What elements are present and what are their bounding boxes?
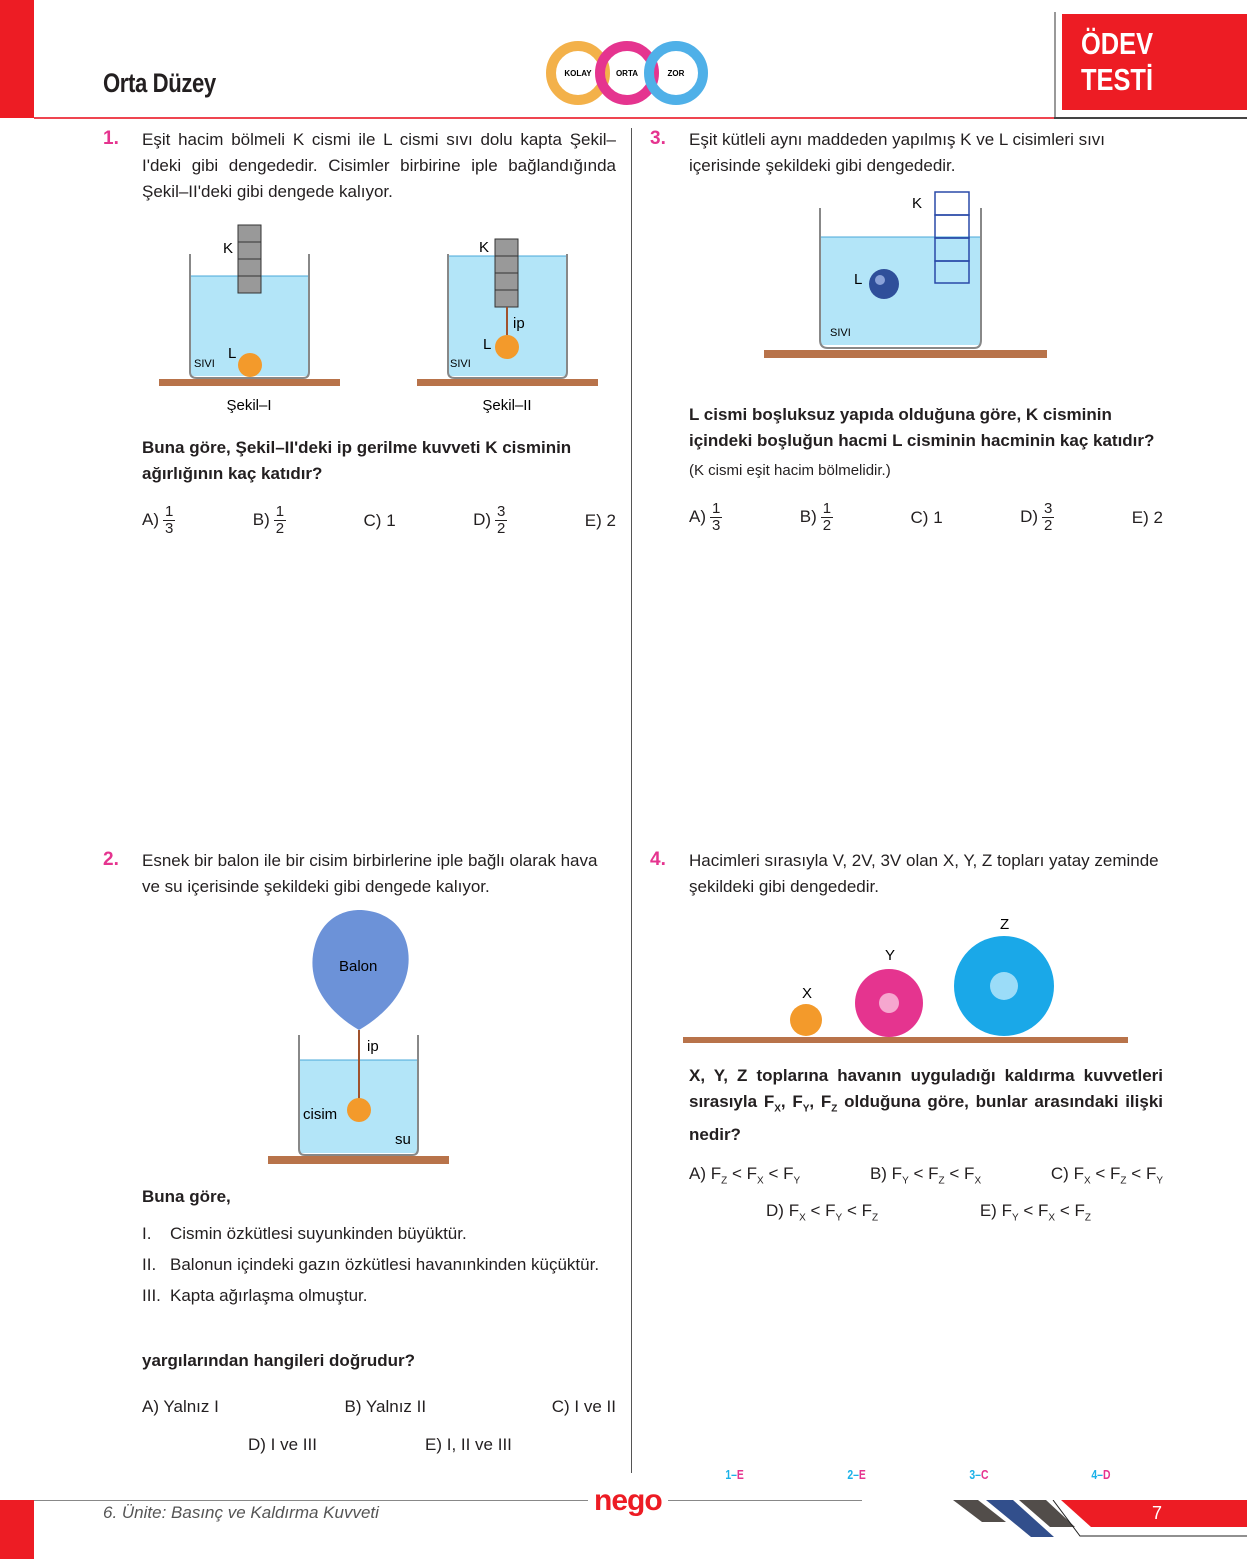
q2-question: yargılarından hangileri doğrudur?: [142, 1351, 415, 1370]
publisher-logo: nego: [588, 1484, 668, 1518]
force-subscript: Y: [835, 1212, 843, 1224]
denominator: 2: [1044, 517, 1053, 534]
label-z: Z: [1000, 916, 1010, 933]
label-sivi: SIVI: [450, 358, 471, 370]
q3-text: Eşit kütleli aynı maddeden yapılmış K ve L cisimleri sıvı içerisinde şekildeki gibi dengededir.: [689, 130, 1106, 175]
force-symbol: F: [1001, 1201, 1012, 1220]
force-symbol: F: [928, 1164, 939, 1183]
option-value: 2: [1153, 507, 1163, 527]
level-zor: ZOR: [667, 69, 685, 78]
q2-text: Esnek bir balon ile bir cisim birbirlerine iple bağlı olarak hava ve su içerisinde şekildeki gibi dengede kalıyor.: [142, 851, 598, 896]
force-symbol: F: [763, 1092, 775, 1111]
force-subscript: X: [1083, 1175, 1091, 1187]
fraction: [821, 501, 833, 534]
force-symbol: F: [792, 1092, 803, 1111]
option-label: A): [689, 506, 706, 526]
q2-figure: [265, 905, 455, 1170]
label-k: K: [479, 239, 490, 256]
force-subscript: Z: [831, 1103, 838, 1115]
less-than: <: [1059, 1201, 1070, 1220]
option-label: B): [252, 509, 270, 529]
option-b[interactable]: [800, 501, 833, 534]
numerator: 1: [165, 503, 174, 520]
force-subscript: X: [974, 1175, 982, 1187]
option-label: C): [1050, 1164, 1069, 1183]
q3-question: L cismi boşluksuz yapıda olduğuna göre, K cisminin içindeki boşluğun hacmi L cisminin hacminin kaç katıdır?: [689, 405, 1155, 450]
option-e[interactable]: [585, 511, 616, 531]
less-than: <: [913, 1164, 924, 1183]
denominator: 2: [497, 520, 506, 537]
force-subscript: Y: [802, 1103, 810, 1115]
left-red-bar: [0, 0, 34, 118]
option-d[interactable]: [1020, 501, 1054, 534]
numerator: 3: [497, 503, 506, 520]
badge-line2: TESTİ: [1081, 62, 1154, 97]
option-label: C): [363, 510, 382, 530]
label-l: L: [483, 336, 492, 353]
force-subscript: Z: [1084, 1212, 1091, 1224]
option-label: C): [910, 507, 929, 527]
less-than: <: [768, 1164, 779, 1183]
header-divider: [34, 117, 1054, 119]
statement-number: III.: [142, 1286, 161, 1305]
force-subscript: Z: [721, 1175, 728, 1187]
statement-text: Balonun içindeki gazın özkütlesi havanınkinden küçüktür.: [170, 1255, 600, 1274]
force-subscript: X: [757, 1175, 764, 1187]
q3-note: (K cismi eşit hacim bölmelidir.): [689, 462, 891, 479]
q4-figure: [680, 910, 1135, 1050]
label-sivi: SIVI: [194, 358, 215, 370]
statement-3: [142, 1283, 616, 1309]
label-sivi: SIVI: [830, 327, 851, 339]
label-cisim: cisim: [303, 1106, 338, 1123]
caption-sekil-2: Şekil–II: [482, 397, 532, 414]
option-label: B): [799, 506, 817, 526]
less-than: <: [1095, 1164, 1106, 1183]
option-value: 1: [933, 507, 943, 527]
q2-options-row1: [142, 1397, 616, 1417]
q3-number: 3.: [650, 128, 666, 149]
option-value: 2: [606, 510, 616, 530]
q1-question: Buna göre, Şekil–II'deki ip gerilme kuvveti K cisminin ağırlığının kaç katıdır?: [142, 438, 572, 483]
option-label: D): [473, 509, 492, 529]
less-than: <: [1023, 1201, 1034, 1220]
force-subscript: X: [1048, 1212, 1056, 1224]
option-label: E): [979, 1201, 997, 1220]
force-subscript: X: [774, 1103, 781, 1115]
q4-text: Hacimleri sırasıyla V, 2V, 3V olan X, Y, Z topları yatay zeminde şekildeki gibi dengededir.: [689, 851, 1159, 896]
option-d[interactable]: [473, 504, 507, 537]
q1-number: 1.: [103, 128, 119, 149]
option-c[interactable]: [1051, 1164, 1163, 1186]
q1-figure: [155, 220, 605, 420]
option-a[interactable]: [689, 1164, 800, 1186]
option-label: E): [584, 510, 602, 530]
force-symbol: F: [861, 1201, 873, 1220]
force-subscript: Y: [1156, 1175, 1163, 1187]
badge-border: [1054, 12, 1056, 118]
option-label: D): [766, 1201, 784, 1220]
answer-2: 2–E: [847, 1467, 866, 1482]
force-subscript: Y: [793, 1175, 801, 1187]
answer-4: 4–D: [1091, 1467, 1111, 1482]
less-than: <: [1131, 1164, 1142, 1183]
option-label: E): [1131, 507, 1149, 527]
option-c[interactable]: [364, 511, 396, 531]
force-symbol: F: [964, 1164, 975, 1183]
column-divider: [631, 128, 632, 1473]
denominator: 3: [712, 517, 721, 534]
numerator: 3: [1044, 500, 1053, 517]
force-symbol: F: [1038, 1201, 1049, 1220]
q4-options-row1: [689, 1164, 1163, 1186]
unit-title: 6. Ünite: Basınç ve Kaldırma Kuvveti: [103, 1503, 379, 1522]
statement-1: [142, 1221, 616, 1247]
numerator: 1: [822, 500, 832, 517]
denominator: 3: [165, 520, 174, 537]
option-b[interactable]: B) Yalnız II: [344, 1397, 427, 1416]
force-subscript: Z: [872, 1212, 879, 1224]
option-label: B): [869, 1164, 887, 1183]
q4-question-pre: X, Y, Z toplarına havanın uyguladığı kaldırma kuvvetleri sırasıyla: [689, 1066, 1163, 1111]
label-y: Y: [885, 947, 896, 964]
label-ip: ip: [367, 1038, 379, 1055]
q4-forces: $F_X$, $F_Y$, $F_Z$: [763, 1092, 838, 1115]
label-l: L: [228, 345, 237, 362]
level-kolay: KOLAY: [564, 69, 592, 78]
label-ip: ip: [513, 315, 525, 332]
figure-1: [159, 225, 340, 414]
q4-options-row2: [766, 1201, 1091, 1223]
option-c[interactable]: C) I ve II: [551, 1397, 616, 1416]
q3-figure: [760, 188, 1055, 363]
footer-line: [34, 1500, 862, 1501]
option-a[interactable]: [142, 504, 175, 537]
less-than: <: [846, 1201, 857, 1220]
level-orta: ORTA: [615, 69, 639, 78]
less-than: <: [731, 1164, 742, 1183]
less-than: <: [949, 1164, 960, 1183]
ball-x: [790, 1004, 822, 1036]
footer-stripes: [950, 1500, 1247, 1540]
option-value: 1: [386, 510, 396, 530]
force-symbol: F: [783, 1164, 794, 1183]
fraction: [710, 501, 722, 534]
force-symbol: F: [825, 1201, 836, 1220]
force-symbol: F: [891, 1164, 903, 1183]
force-symbol: F: [746, 1164, 758, 1183]
denominator: 2: [275, 520, 285, 537]
force-symbol: F: [788, 1201, 800, 1220]
option-e[interactable]: [1132, 508, 1163, 528]
numerator: 1: [275, 503, 285, 520]
option-c[interactable]: [911, 508, 943, 528]
force-symbol: F: [820, 1092, 832, 1111]
badge-line1: ÖDEV: [1081, 26, 1154, 61]
q4-number: 4.: [650, 849, 666, 870]
option-e[interactable]: [980, 1201, 1091, 1223]
label-l: L: [854, 271, 863, 288]
page-number: 7: [1152, 1503, 1163, 1523]
statement-number: I.: [142, 1224, 152, 1243]
q3-options: [689, 501, 1163, 534]
badge-border-bottom: [1054, 117, 1247, 119]
answer-1: 1–E: [725, 1467, 744, 1482]
q1-text: Eşit hacim bölmeli K cismi ile L cismi sıvı dolu kapta Şekil–I'deki gibi dengededir. Cisimler birbirine iple bağlandığında Şekil–II'deki gibi dengede kalıyor.: [142, 130, 616, 201]
force-symbol: F: [1110, 1164, 1121, 1183]
force-symbol: F: [1073, 1164, 1084, 1183]
difficulty-logo: [545, 40, 715, 110]
force-subscript: Z: [938, 1175, 945, 1187]
label-balon: Balon: [339, 958, 378, 975]
q2-statements: [142, 1221, 616, 1309]
force-symbol: F: [710, 1164, 722, 1183]
force-symbol: F: [1145, 1164, 1157, 1183]
fraction: [495, 504, 507, 537]
label-su: su: [395, 1131, 411, 1148]
figure-2: [417, 239, 598, 414]
homework-badge: [1062, 14, 1247, 110]
option-label: D): [1020, 506, 1039, 526]
caption-sekil-1: Şekil–I: [226, 397, 272, 414]
footer-red-bar: [0, 1500, 34, 1559]
label-x: X: [802, 985, 813, 1002]
q4-question-post: olduğuna göre, bunlar arasındaki ilişki nedir?: [689, 1092, 1163, 1145]
option-b[interactable]: [253, 504, 286, 537]
statement-number: II.: [142, 1255, 157, 1274]
answer-3: 3–C: [969, 1467, 989, 1482]
label-k: K: [223, 240, 234, 257]
option-a[interactable]: A) Yalnız I: [142, 1397, 219, 1416]
fraction: [1042, 501, 1054, 534]
statement-text: Kapta ağırlaşma olmuştur.: [170, 1286, 368, 1305]
force-subscript: Y: [1011, 1212, 1019, 1224]
q2-number: 2.: [103, 849, 119, 870]
force-subscript: X: [799, 1212, 806, 1224]
option-d[interactable]: [766, 1201, 878, 1223]
fraction: [274, 504, 286, 537]
label-k: K: [912, 195, 923, 212]
statement-text: Cismin özkütlesi suyunkinden büyüktür.: [170, 1224, 467, 1243]
fraction: [163, 504, 175, 537]
statement-2: [142, 1252, 616, 1278]
force-subscript: Y: [902, 1175, 909, 1187]
q4-question: [689, 1063, 1163, 1148]
option-label: A): [142, 509, 159, 529]
option-label: A): [689, 1164, 706, 1183]
force-symbol: F: [1074, 1201, 1085, 1220]
denominator: 2: [822, 517, 832, 534]
option-a[interactable]: [689, 501, 722, 534]
option-b[interactable]: [870, 1164, 981, 1186]
less-than: <: [810, 1201, 821, 1220]
option-e[interactable]: E) I, II ve III: [425, 1435, 512, 1454]
q1-options: [142, 504, 616, 537]
page-title: Orta Düzey: [103, 68, 216, 98]
numerator: 1: [712, 500, 721, 517]
force-subscript: Z: [1120, 1175, 1127, 1187]
q2-lead: Buna göre,: [142, 1187, 231, 1206]
option-d[interactable]: D) I ve III: [248, 1435, 317, 1454]
